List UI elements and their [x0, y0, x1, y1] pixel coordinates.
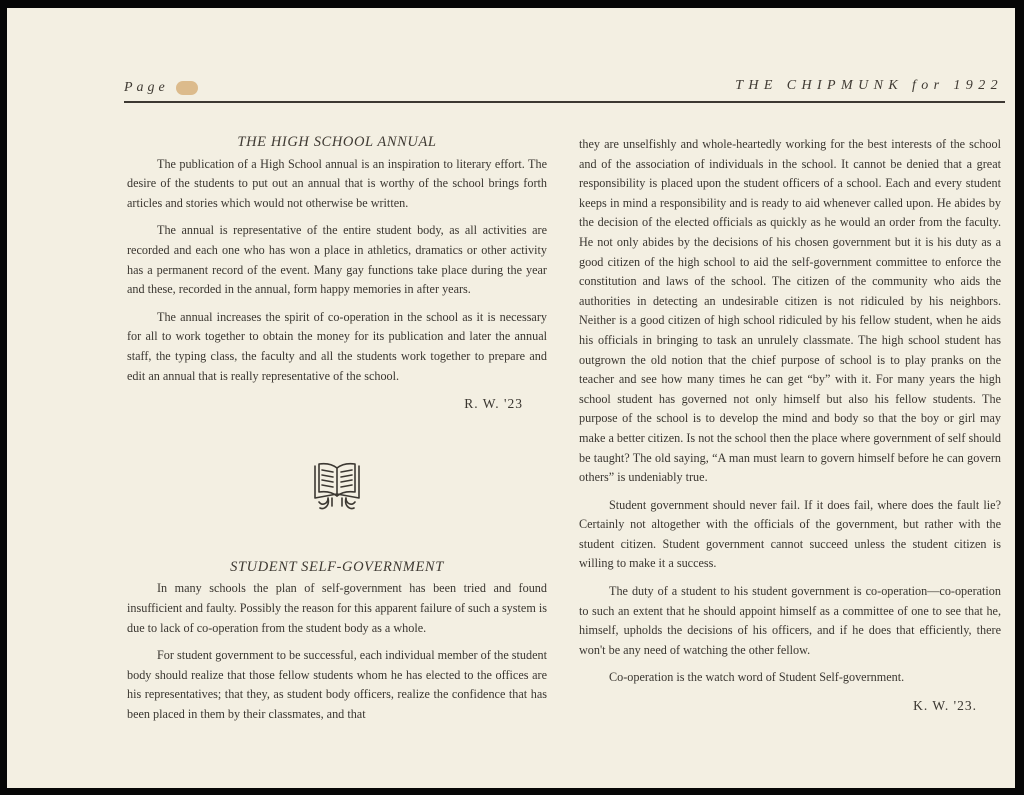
- government-signature: K. W. '23.: [913, 698, 977, 714]
- right-column: [579, 135, 1001, 716]
- government-paragraph-continued: they are unselfishly and whole-heartedly working for the best interests of the school and of the association of individuals in the school. It cannot be denied that a great responsibility is placed upon the student officers of a school. Each and every student keeps in mind a responsibility and is ready to aid whenever called upon. He abides by the decision of the elected officials as quickly as he would an order from the faculty. He not only abides by the decisions of his chosen government but it is his duty as a good citizen of the high school to aid the self-government committee to enforce the constitution and laws of the school. The citizen of the community who aids the authorities in detecting an undesirable citizen is not ridiculed by his neighbors. Neither is a good citizen of high school ridiculed by his fellow student, when he aids his officials in bringing to task an unrulely classmate. The high school student has outgrown the old notion that the chief purpose of school is to play pranks on the teacher and see how many times he can get “by” with it. For many years the high school student has governed not only himself but also his fellow students. The purpose of the school is to develop the mind and body so that the boy or girl may make a better citizen. Is not the school then the place where government of self should be taught? The old saying, “A man must learn to govern himself before he can govern others” is undeniably true.: [579, 137, 1001, 485]
- annual-paragraph-2: The annual is representative of the entire student body, as all activities are recorded and each one who has won a place in athletics, dramatics or other activity has a permanent record of the event. Many gay functions take place during the year and these, recorded in the annual, form happy memories in after years.: [127, 223, 547, 297]
- government-paragraph-5: Co-operation is the watch word of Student Self-government.: [609, 670, 905, 685]
- magazine-page: [7, 8, 1015, 788]
- government-article-title: STUDENT SELF-GOVERNMENT: [230, 558, 444, 575]
- government-paragraph-1: In many schools the plan of self-government has been tried and found insufficient and faulty. Possibly the reason for this apparent failure of such a system is due to lack of co-operation from the student body as a whole.: [127, 581, 547, 635]
- left-column: [127, 133, 547, 732]
- government-paragraph-3: Student government should never fail. If it does fail, where does the fault lie? Certainly not altogether with the officials of the government, but rather with the student citizen. Student government cannot succeed unless the student citizen is willing to make it a success.: [579, 497, 1001, 571]
- stain-mark: [176, 81, 198, 95]
- annual-paragraph-1: The publication of a High School annual is an inspiration to literary effort. The desire of the students to put out an annual that is worthy of the school brings forth articles and stories which would not otherwise be written.: [127, 156, 547, 210]
- running-title: THE CHIPMUNK for 1922: [735, 78, 1003, 93]
- government-paragraph-4: The duty of a student to his student government is co-operation—co-operation to such an extent that he should appoint himself as a committee of one to see that he, himself, upholds the decisions of his officers, and if he does that efficiently, there won't be any need of watching the other fellow.: [579, 584, 1001, 657]
- page-number-header: [124, 80, 198, 96]
- header-divider: [124, 101, 1005, 103]
- annual-article-title: THE HIGH SCHOOL ANNUAL: [237, 134, 437, 150]
- page-label: Page: [124, 80, 169, 95]
- annual-paragraph-3: The annual increases the spirit of co-operation in the school as it is necessary for all to work together to obtain the money for its publication and later the annual staff, the typing class, the faculty and all the students work together to prepare and edit an annual that is really representative of the school.: [127, 309, 547, 383]
- open-book-ornament-icon: [310, 460, 364, 514]
- annual-signature: R. W. '23: [464, 396, 523, 412]
- government-paragraph-2: For student government to be successful, each individual member of the student body should realize that those fellow students whom he has elected to the offices are his representatives; that they, as student body officers, realize the confidence that has been placed in them by their classmates, and that: [127, 648, 547, 721]
